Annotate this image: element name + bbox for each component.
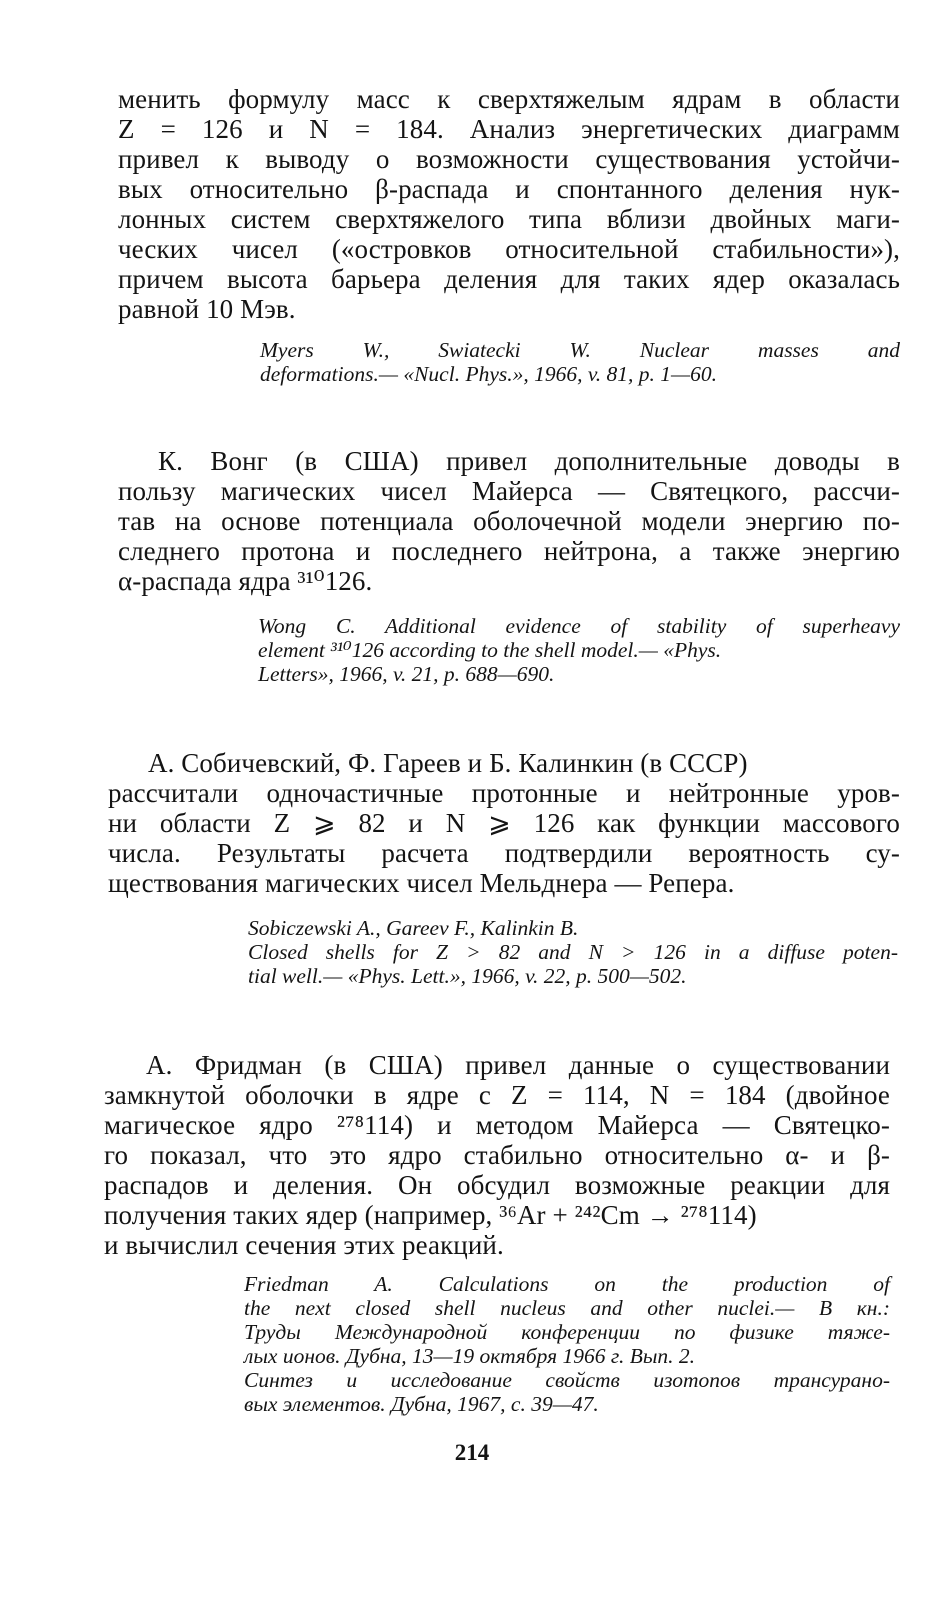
citation-line: Closed shells for Z > 82 and N > 126 in a diffuse poten- (248, 940, 898, 964)
text-line: менить формулу масс к сверхтяжелым ядрам в области (118, 84, 900, 114)
page-number: 214 (454, 1440, 490, 1465)
citation-line: Letters», 1966, v. 21, p. 688—690. (258, 662, 555, 686)
text-line: α-распада ядра ³¹⁰126. (118, 566, 373, 596)
citation-line: Wong C. Additional evidence of stability of superheavy (258, 614, 900, 638)
text-line: следнего протона и последнего нейтрона, а также энергию (118, 536, 900, 566)
text-line: го показал, что это ядро стабильно относительно α- и β- (104, 1140, 890, 1170)
citation-line: element ³¹⁰126 according to the shell model.— «Phys. (258, 638, 722, 662)
text-line: А. Фридман (в США) привел данные о существовании (146, 1050, 890, 1080)
citation-line: вых элементов. Дубна, 1967, с. 39—47. (244, 1392, 599, 1416)
text-line: А. Собичевский, Ф. Гареев и Б. Калинкин (в СССР) (148, 748, 748, 778)
text-line: рассчитали одночастичные протонные и нейтронные уров- (108, 778, 900, 808)
text-line: получения таких ядер (например, ³⁶Ar + ²⁴²Cm → ²⁷⁸114) (104, 1200, 757, 1230)
text-line: Z = 126 и N = 184. Анализ энергетических диаграмм (118, 114, 900, 144)
citation-line: tial well.— «Phys. Lett.», 1966, v. 22, p. 500—502. (248, 964, 687, 988)
citation-line: Friedman A. Calculations on the production of (244, 1272, 890, 1296)
text-line: замкнутой оболочки в ядре с Z = 114, N = 184 (двойное (104, 1080, 890, 1110)
text-line: тав на основе потенциала оболочечной модели энергию по- (118, 506, 900, 536)
text-line: равной 10 Мэв. (118, 294, 296, 324)
text-line: вых относительно β-распада и спонтанного деления нук- (118, 174, 900, 204)
text-line: причем высота барьера деления для таких ядер оказалась (118, 264, 900, 294)
text-line: привел к выводу о возможности существования устойчи- (118, 144, 900, 174)
text-line: магическое ядро ²⁷⁸114) и методом Майерса — Святецко- (104, 1110, 890, 1140)
text-line: К. Вонг (в США) привел дополнительные доводы в (158, 446, 900, 476)
text-line: пользу магических чисел Майерса — Святецкого, рассчи- (118, 476, 900, 506)
text-line: ни области Z ⩾ 82 и N ⩾ 126 как функции массового (108, 808, 900, 838)
text-line: числа. Результаты расчета подтвердили вероятность су- (108, 838, 900, 868)
citation-line: Myers W., Swiatecki W. Nuclear masses and (260, 338, 900, 362)
text-line: распадов и деления. Он обсудил возможные реакции для (104, 1170, 890, 1200)
citation-line: лых ионов. Дубна, 13—19 октября 1966 г. Вып. 2. (244, 1344, 696, 1368)
text-line: лонных систем сверхтяжелого типа вблизи двойных маги- (118, 204, 900, 234)
citation-line: Синтез и исследование свойств изотопов трансурано- (244, 1368, 890, 1392)
text-line: и вычислил сечения этих реакций. (104, 1230, 504, 1260)
citation-line: Труды Международной конференции по физике тяже- (244, 1320, 890, 1344)
text-line: ческих чисел («островков относительной стабильности»), (118, 234, 900, 264)
citation-line: Sobiczewski A., Gareev F., Kalinkin B. (248, 916, 579, 940)
citation-line: the next closed shell nucleus and other nuclei.— В кн.: (244, 1296, 890, 1320)
citation-line: deformations.— «Nucl. Phys.», 1966, v. 81, p. 1—60. (260, 362, 718, 386)
text-line: ществования магических чисел Мельднера — Репера. (108, 868, 735, 898)
